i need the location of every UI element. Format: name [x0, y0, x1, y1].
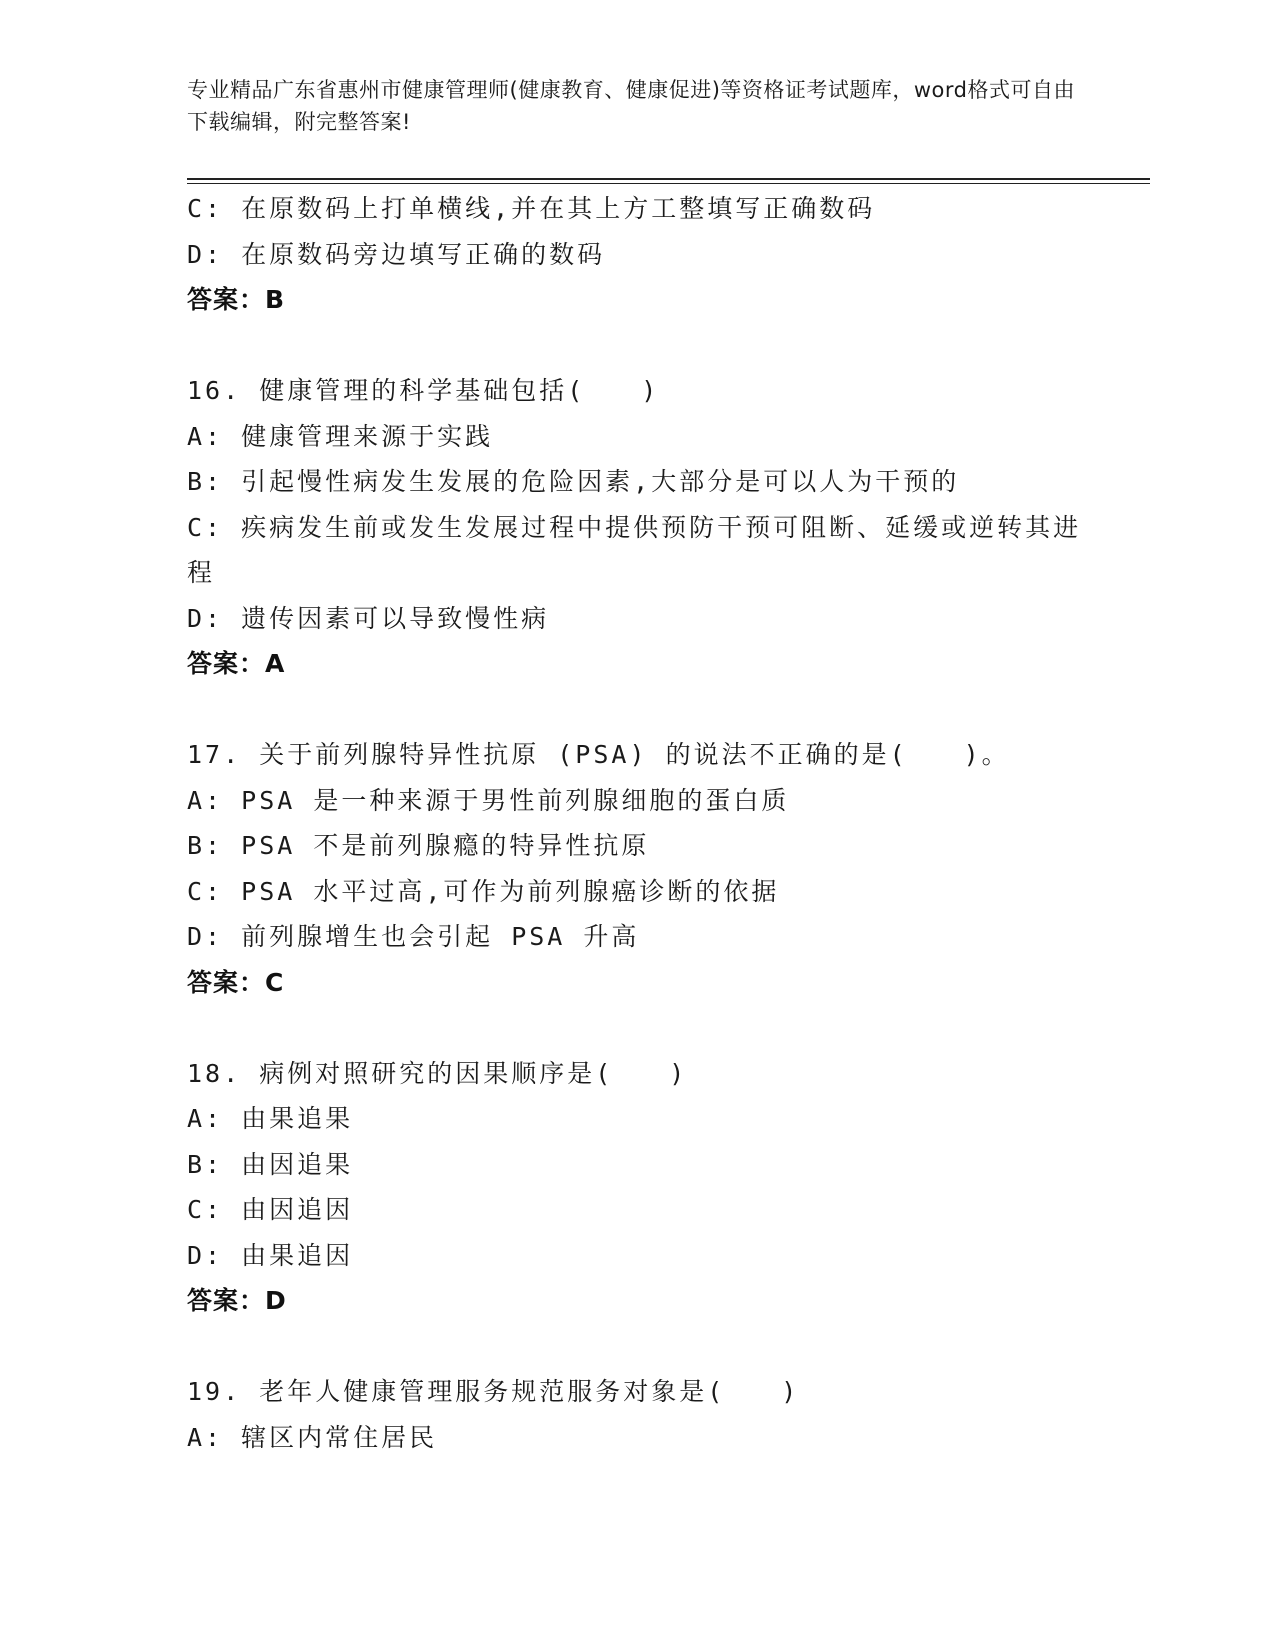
- spacer: [187, 1005, 1087, 1051]
- option-d: D: 由果追因: [187, 1240, 354, 1270]
- question-17: [187, 732, 1087, 1005]
- option-d: D: 前列腺增生也会引起 PSA 升高: [187, 922, 640, 951]
- question-19: [187, 1369, 1087, 1460]
- question-16: [187, 368, 1087, 687]
- option-a: A: PSA 是一种来源于男性前列腺细胞的蛋白质: [187, 785, 790, 815]
- option-a: A: 由果追果: [187, 1104, 354, 1133]
- option-a: A: 健康管理来源于实践: [187, 421, 494, 451]
- header-divider-thin: [187, 183, 1150, 184]
- question-stem: 19. 老年人健康管理服务规范服务对象是( ): [187, 1377, 800, 1406]
- question-list: [187, 186, 1087, 1460]
- question-stem: 18. 病例对照研究的因果顺序是( ): [187, 1058, 688, 1088]
- answer: 答案：B: [187, 285, 286, 314]
- answer: 答案：A: [187, 649, 286, 678]
- option-a: A: 辖区内常住居民: [187, 1422, 438, 1452]
- document-header: 专业精品广东省惠州市健康管理师(健康教育、健康促进)等资格证考试题库，word格式可自由下载编辑，附完整答案!: [187, 78, 1076, 134]
- question-stem: 16. 健康管理的科学基础包括( ): [187, 376, 660, 405]
- option-c: C: 在原数码上打单横线,并在其上方工整填写正确数码: [187, 194, 876, 223]
- question-stem: 17. 关于前列腺特异性抗原 (PSA) 的说法不正确的是( )。: [187, 740, 1010, 769]
- option-c: C: 由因追因: [187, 1195, 354, 1224]
- answer: 答案：C: [187, 967, 285, 997]
- question-15: [187, 186, 1087, 323]
- option-d: D: 遗传因素可以导致慢性病: [187, 603, 550, 633]
- option-d: D: 在原数码旁边填写正确的数码: [187, 239, 606, 269]
- option-c: C: 疾病发生前或发生发展过程中提供预防干预可阻断、延缓或逆转其进程: [187, 512, 1082, 587]
- answer: 答案：D: [187, 1286, 287, 1315]
- option-c: C: PSA 水平过高,可作为前列腺癌诊断的依据: [187, 876, 780, 906]
- spacer: [187, 1324, 1087, 1370]
- option-b: B: 由因追果: [187, 1149, 354, 1179]
- option-b: B: 引起慢性病发生发展的危险因素,大部分是可以人为干预的: [187, 467, 960, 496]
- spacer: [187, 687, 1087, 733]
- option-b: B: PSA 不是前列腺瘾的特异性抗原: [187, 831, 650, 860]
- spacer: [187, 323, 1087, 369]
- header-divider-thick: [187, 178, 1150, 180]
- question-18: [187, 1051, 1087, 1324]
